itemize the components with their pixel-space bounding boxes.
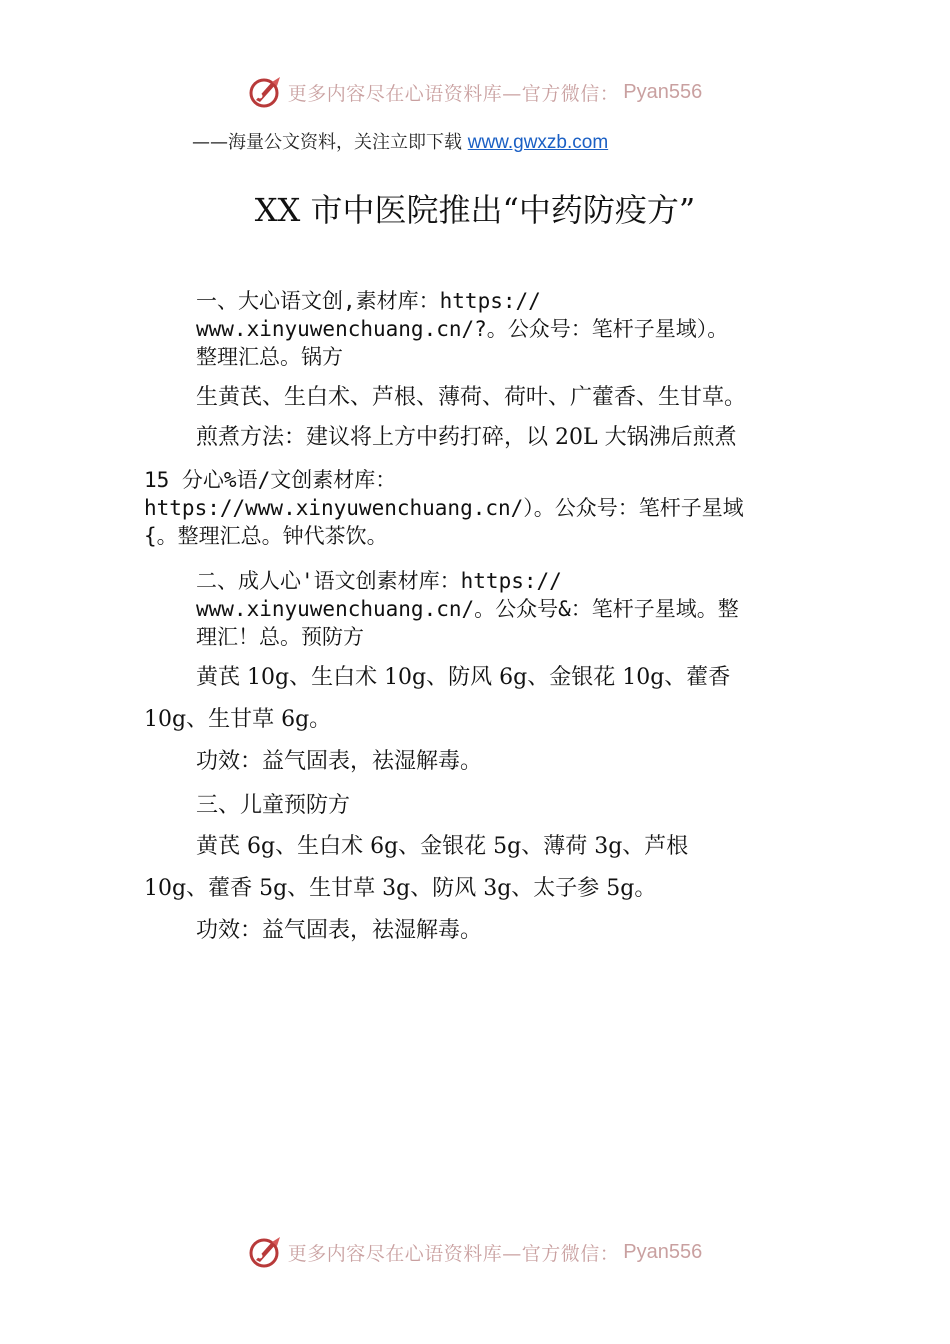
- download-notice: [192, 128, 608, 154]
- page-title: XX 市中医院推出“中药防疫方”: [254, 191, 696, 229]
- footer-watermark: [0, 1232, 950, 1272]
- watermark-text: 更多内容尽在心语资料库—官方微信：: [287, 1242, 620, 1265]
- paragraph-1: 一、大心语文创,素材库：https:// www.xinyuwenchuang.cn/?。公众号：笔杆子星域）。 整理汇总。锅方: [196, 289, 729, 369]
- paragraph-5-line2: 10g、生甘草 6g。: [144, 707, 332, 732]
- paragraph-7-line2: 10g、藿香 5g、生甘草 3g、防风 3g、太子参 5g。: [144, 876, 657, 901]
- paragraph-8: 功效：益气固表，祛湿解毒。: [196, 918, 483, 943]
- paragraph-2: 生黄芪、生白术、芦根、薄荷、荷叶、广藿香、生甘草。: [196, 385, 747, 410]
- watermark-wechat-id: Pyan556: [623, 1240, 703, 1263]
- paragraph-7-line1: 黄芪 6g、生白术 6g、金银花 5g、薄荷 3g、芦根: [196, 834, 689, 859]
- header-watermark: [0, 72, 950, 112]
- paragraph-3-cont: 15 分心%语/文创素材库： https://www.xinyuwenchuang.cn/）。公众号：笔杆子星域 {。整理汇总。钟代茶饮。: [144, 468, 744, 548]
- paragraph-4: 二、成人心'语文创素材库：https:// www.xinyuwenchuang.cn/。公众号&：笔杆子星域。整 理汇！总。预防方: [196, 569, 739, 649]
- paragraph-3-line1: 煎煮方法：建议将上方中药打碎，以 20L 大锅沸后煎煮: [196, 425, 737, 450]
- download-notice-text: ——海量公文资料，关注立即下载: [192, 132, 468, 153]
- paragraph-6: 功效：益气固表，祛湿解毒。: [196, 749, 483, 774]
- brush-logo-icon: [248, 1234, 284, 1270]
- section-heading-children: 三、儿童预防方: [196, 793, 351, 818]
- watermark-text: 更多内容尽在心语资料库—官方微信：: [287, 82, 620, 105]
- watermark-wechat-id: Pyan556: [623, 80, 703, 103]
- paragraph-5-line1: 黄芪 10g、生白术 10g、防风 6g、金银花 10g、藿香: [196, 665, 731, 690]
- download-link[interactable]: www.gwxzb.com: [467, 132, 609, 153]
- brush-logo-icon: [248, 74, 284, 110]
